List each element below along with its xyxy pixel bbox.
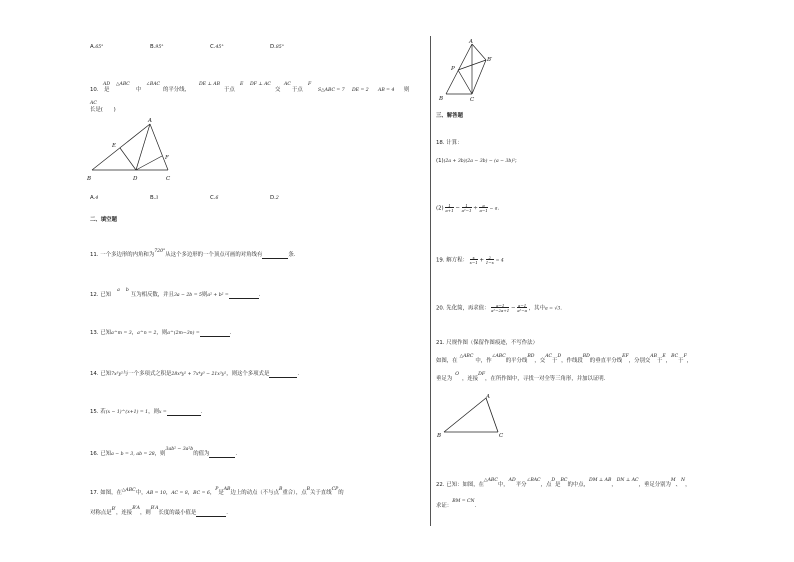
math-df-perp: DF ⊥ AC (250, 82, 271, 87)
question-20: 20. 先化简，再求值： $\frac{a-1}{\text{a²−2a+1}} - \frac{a-1}{\text{a²−a}}$ ，其中a = √3. (436, 303, 563, 313)
question-21-title: 21. 尺规作图（保留作图痕迹，不写作法） (436, 340, 538, 346)
text: 长是( ) (90, 107, 116, 113)
question-18-part2: $(2) \frac{1}{a+1} - \frac{1}{\text{a²−1}} \div \frac{a}{a-1} - a$. (436, 203, 500, 213)
label-f: F (165, 155, 169, 161)
math-ad: AD (103, 82, 111, 87)
text: 中 (136, 87, 142, 93)
label-b: B (439, 96, 444, 102)
text: 则 (404, 87, 410, 93)
label-c: C (470, 97, 475, 102)
text: 是 (104, 87, 110, 93)
question-12: 12. 已知a b互为相反数，并且3a − 2b = 5则a² + b² = . (90, 288, 261, 298)
answer-blank[interactable] (196, 511, 226, 517)
option-b[interactable]: B.3 (150, 195, 159, 201)
question-18-title: 18. 计算： (436, 140, 463, 146)
question-18-part1: (1)(2a + 3b)(2a − 3b) − (a − 3b)²; (436, 158, 517, 164)
question-22-line2: 求证：BM = CN. (436, 499, 477, 509)
question-21-line2: 垂足为O，连接DF，在所作图中，寻找一对全等三角形，并加以证明. (436, 372, 606, 382)
question-13: 13. 已知a^m = 3，a^n = 2，则a^(2m−3n) = . (90, 330, 232, 336)
answer-blank[interactable] (269, 372, 297, 378)
math-angle: ∠BAC (146, 82, 161, 87)
math-e: E (240, 82, 244, 87)
math-ab-val: AB = 4 (378, 88, 395, 93)
label-p: P (451, 66, 455, 72)
triangle-figure-q10 (84, 114, 184, 186)
answer-blank[interactable] (229, 293, 259, 299)
math-area: S△ABC = 7 (318, 88, 345, 93)
answer-blank[interactable] (262, 253, 288, 259)
label-e: E (112, 143, 117, 149)
text: 交 (275, 87, 281, 93)
question-21-line1: 如图，在△ABC中，作∠ABC的平分线BD，交AC于D，作线段BD的垂直平分线EF，分别交AB于E，BC于F， (436, 354, 693, 364)
answer-blank[interactable] (167, 410, 201, 416)
question-19: 19. 解方程： $\frac{x}{x-1} + \frac{2}{1-x} = 4$ (436, 255, 504, 265)
label-b: B (437, 433, 442, 439)
question-17-line2: 对称点是B′，连接B′A，则B′A长度的最小值是 . (90, 506, 228, 516)
label-a: A (486, 394, 490, 400)
question-22-line1: 22. 已知：如图，在△ABC中，AD平分∠BAC，点D是BC的中点，DM ⊥ AB，DN ⊥ AC，垂足分别为M、N， (436, 478, 691, 488)
figure-q17 (438, 38, 498, 102)
math-ac: AC (284, 82, 291, 87)
answer-blank[interactable] (209, 452, 235, 458)
option-a[interactable]: A.4 (90, 195, 99, 201)
answer-blank[interactable] (200, 331, 230, 337)
option-a[interactable]: A.65° (90, 44, 104, 50)
label-b-prime: B′ (487, 57, 493, 63)
label-d: D (133, 176, 138, 182)
text: 于点 (224, 87, 235, 93)
column-divider (430, 36, 431, 526)
text: 的平分线, (163, 87, 187, 93)
section-heading-fill-in: 二、填空题 (90, 217, 117, 223)
label-b: B (87, 176, 92, 182)
math-f: F (308, 82, 312, 87)
label-a: A (148, 118, 152, 124)
math-triangle: △ABC (116, 82, 130, 87)
option-d[interactable]: D.85° (270, 44, 285, 50)
option-c[interactable]: C.45° (210, 44, 224, 50)
math-de-val: DE = 2 (352, 88, 369, 93)
text: 于点 (292, 87, 303, 93)
triangle-figure-q21 (436, 390, 510, 440)
option-c[interactable]: C.6 (210, 195, 219, 201)
label-c: C (166, 176, 171, 182)
math-ac: AC (90, 101, 97, 106)
question-14: 14. 已知7x³y²与一个多项式之积是28x⁴y² + 7x⁴y³ − 21x³y²，则这个多项式是 . (90, 371, 300, 377)
label-c: C (499, 433, 504, 439)
question-15: 15. 若(x − 1)^(x+1) = 1，则x = . (90, 409, 203, 415)
math-de-perp: DE ⊥ AB (199, 82, 220, 87)
question-number: 10. (90, 87, 99, 93)
label-a: A (469, 39, 473, 45)
question-11: 11. 一个多边形的内角和为720°从这个多边形的一个顶点可画的对角线有 条. (90, 249, 296, 258)
option-b[interactable]: B.95° (150, 44, 164, 50)
question-17-line1: 17. 如图，在△ABC中，AB = 10，AC = 8，BC = 6，P是AB边上的动点（不与点B重合），点B关于直线CP的 (90, 487, 344, 496)
option-d[interactable]: D.2 (270, 195, 279, 201)
section-heading-solutions: 三、解答题 (436, 113, 463, 119)
question-16: 16. 已知a − b = 3, ab = 28，则3ab² − 3a²b的值为 . (90, 447, 238, 457)
